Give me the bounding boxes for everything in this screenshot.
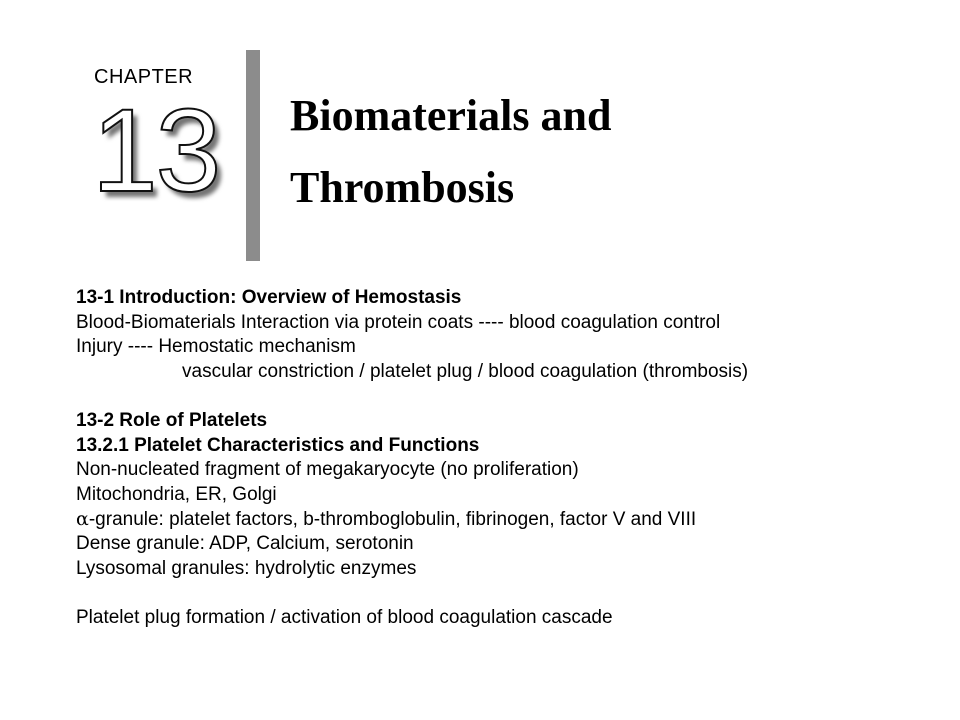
section-2-heading: 13-2 Role of Platelets: [76, 409, 268, 431]
title-line-1: Biomaterials and: [290, 91, 612, 140]
alpha-granule-text: -granule: platelet factors, b-thromboglobulin, fibrinogen, factor V and VIII: [88, 509, 697, 531]
spacer: [76, 581, 936, 606]
section-2-line-3: [76, 507, 936, 532]
slide-title: [290, 80, 611, 224]
spacer: [76, 384, 936, 409]
title-line-2: Thrombosis: [290, 163, 515, 212]
section-2-subheading: 13.2.1 Platelet Characteristics and Functions: [76, 434, 480, 456]
section-1-line-2: Injury ---- Hemostatic mechanism: [76, 336, 356, 358]
title-divider: [246, 50, 260, 261]
chapter-number: 13: [92, 85, 220, 217]
section-2-line-5: Lysosomal granules: hydrolytic enzymes: [76, 557, 417, 579]
slide-content: [76, 286, 936, 630]
section-2-line-2: Mitochondria, ER, Golgi: [76, 483, 277, 505]
alpha-symbol: α: [76, 508, 89, 531]
section-1-line-1: Blood-Biomaterials Interaction via protein coats ---- blood coagulation control: [76, 311, 721, 333]
section-1-heading: 13-1 Introduction: Overview of Hemostasis: [76, 287, 462, 308]
section-1-line-3: vascular constriction / platelet plug / blood coagulation (thrombosis): [182, 360, 749, 382]
section-2-line-1: Non-nucleated fragment of megakaryocyte (no proliferation): [76, 459, 579, 481]
section-2-line-6: Platelet plug formation / activation of blood coagulation cascade: [76, 606, 613, 628]
chapter-label: CHAPTER: [94, 66, 194, 88]
section-2-line-4: Dense granule: ADP, Calcium, serotonin: [76, 532, 414, 554]
